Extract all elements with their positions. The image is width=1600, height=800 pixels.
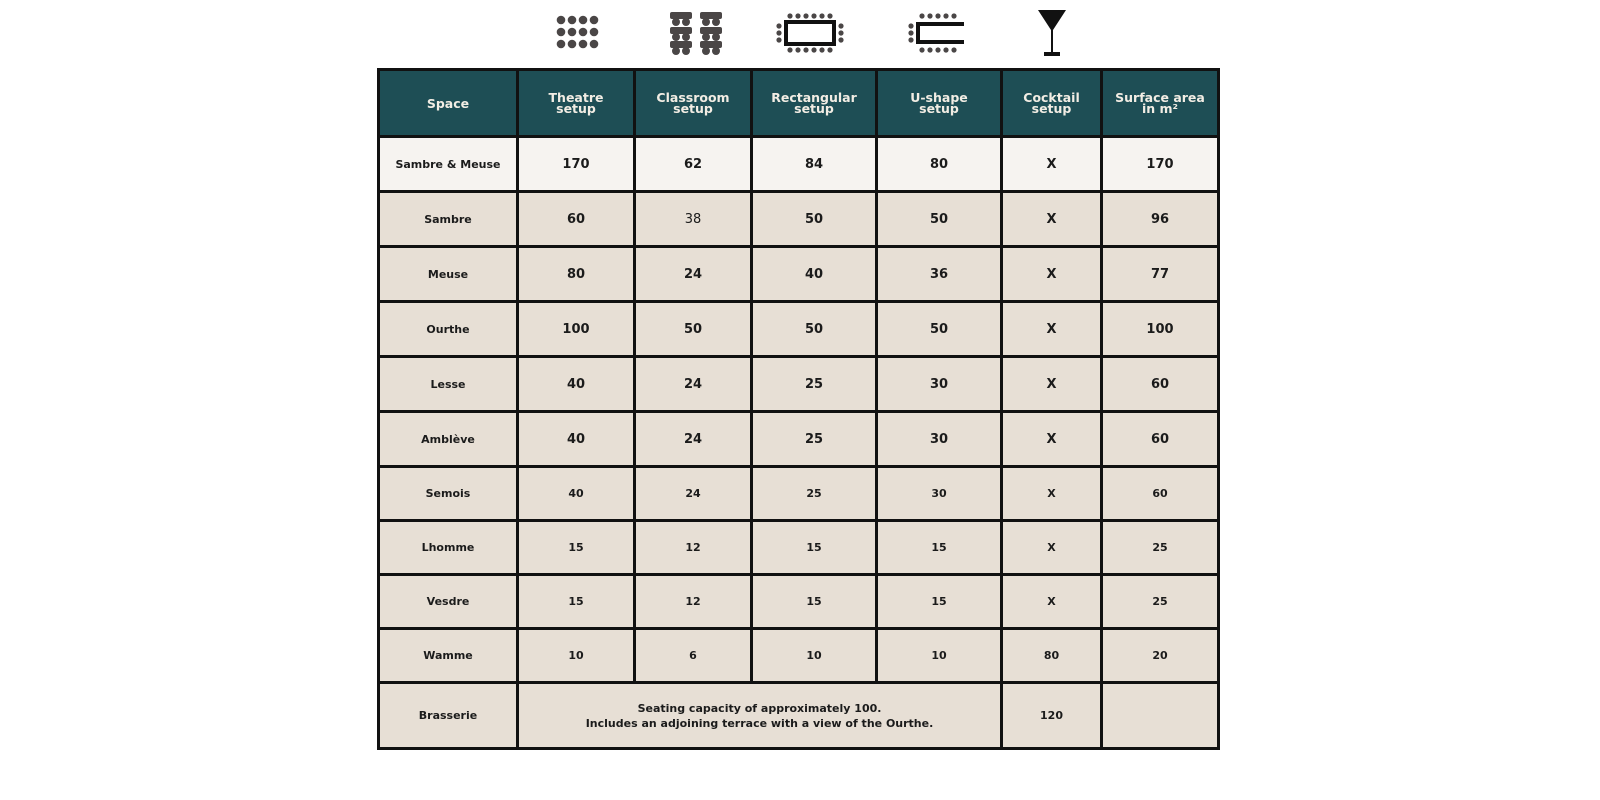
table-row xyxy=(379,302,1219,357)
theatre-value: 15 xyxy=(518,521,635,575)
cocktail-value: X xyxy=(1002,247,1102,302)
header-theatre-setup: Theatre setup xyxy=(518,70,635,137)
table-row-brasserie xyxy=(379,683,1219,749)
rectangular-value: 15 xyxy=(752,521,877,575)
u-shape-value: 50 xyxy=(877,192,1002,247)
classroom-setup-icon xyxy=(665,6,727,60)
rectangular-value: 50 xyxy=(752,192,877,247)
theatre-value: 170 xyxy=(518,137,635,192)
theatre-value: 40 xyxy=(518,357,635,412)
cocktail-value: X xyxy=(1002,521,1102,575)
theatre-value: 40 xyxy=(518,467,635,521)
u-shape-value: 36 xyxy=(877,247,1002,302)
surface-value: 60 xyxy=(1102,467,1219,521)
rectangular-value: 25 xyxy=(752,412,877,467)
header-surface-area: Surface area in m² xyxy=(1102,70,1219,137)
u-shape-value: 10 xyxy=(877,629,1002,683)
cocktail-glass-icon xyxy=(1034,6,1070,60)
table-row xyxy=(379,521,1219,575)
surface-value xyxy=(1102,683,1219,749)
cocktail-value: X xyxy=(1002,467,1102,521)
theatre-value: 60 xyxy=(518,192,635,247)
table-row xyxy=(379,575,1219,629)
u-shape-value: 30 xyxy=(877,412,1002,467)
table-row xyxy=(379,629,1219,683)
rectangular-value: 10 xyxy=(752,629,877,683)
cocktail-value: 80 xyxy=(1002,629,1102,683)
surface-value: 25 xyxy=(1102,521,1219,575)
classroom-value: 24 xyxy=(635,467,752,521)
theatre-value: 100 xyxy=(518,302,635,357)
table-row xyxy=(379,467,1219,521)
classroom-value: 24 xyxy=(635,247,752,302)
brasserie-note-line1: Seating capacity of approximately 100. xyxy=(637,701,882,715)
classroom-value: 50 xyxy=(635,302,752,357)
theatre-value: 40 xyxy=(518,412,635,467)
table-row xyxy=(379,357,1219,412)
space-name: Ourthe xyxy=(379,302,518,357)
surface-value: 96 xyxy=(1102,192,1219,247)
u-shape-setup-icon xyxy=(905,6,969,60)
space-name: Wamme xyxy=(379,629,518,683)
cocktail-value: X xyxy=(1002,302,1102,357)
surface-value: 60 xyxy=(1102,357,1219,412)
table-row xyxy=(379,137,1219,192)
theatre-value: 10 xyxy=(518,629,635,683)
classroom-value: 38 xyxy=(635,192,752,247)
rectangular-value: 25 xyxy=(752,357,877,412)
space-name: Amblève xyxy=(379,412,518,467)
space-name: Semois xyxy=(379,467,518,521)
space-name: Lesse xyxy=(379,357,518,412)
rectangular-value: 25 xyxy=(752,467,877,521)
header-cocktail-setup: Cocktail setup xyxy=(1002,70,1102,137)
classroom-value: 12 xyxy=(635,521,752,575)
cocktail-value: X xyxy=(1002,137,1102,192)
table-header-row xyxy=(379,70,1219,137)
cocktail-value: X xyxy=(1002,412,1102,467)
u-shape-value: 30 xyxy=(877,357,1002,412)
classroom-value: 6 xyxy=(635,629,752,683)
header-classroom-setup: Classroom setup xyxy=(635,70,752,137)
brasserie-note-line2: Includes an adjoining terrace with a view of the Ourthe. xyxy=(585,716,934,730)
theatre-value: 80 xyxy=(518,247,635,302)
space-name: Sambre xyxy=(379,192,518,247)
space-name: Meuse xyxy=(379,247,518,302)
surface-value: 25 xyxy=(1102,575,1219,629)
space-name: Sambre & Meuse xyxy=(379,137,518,192)
brasserie-note xyxy=(518,683,1002,749)
rectangular-value: 15 xyxy=(752,575,877,629)
surface-value: 20 xyxy=(1102,629,1219,683)
rectangular-value: 50 xyxy=(752,302,877,357)
space-name: Vesdre xyxy=(379,575,518,629)
cocktail-value: 120 xyxy=(1002,683,1102,749)
classroom-value: 12 xyxy=(635,575,752,629)
room-capacity-table xyxy=(377,68,1220,750)
space-name: Brasserie xyxy=(379,683,518,749)
surface-value: 60 xyxy=(1102,412,1219,467)
cocktail-value: X xyxy=(1002,575,1102,629)
u-shape-value: 30 xyxy=(877,467,1002,521)
theatre-value: 15 xyxy=(518,575,635,629)
classroom-value: 24 xyxy=(635,357,752,412)
rectangular-setup-icon xyxy=(773,6,847,60)
surface-value: 100 xyxy=(1102,302,1219,357)
u-shape-value: 15 xyxy=(877,521,1002,575)
surface-value: 77 xyxy=(1102,247,1219,302)
rectangular-value: 40 xyxy=(752,247,877,302)
theatre-setup-icon xyxy=(553,6,605,60)
header-rectangular-setup: Rectangular setup xyxy=(752,70,877,137)
setup-icons-row xyxy=(0,6,1600,60)
classroom-value: 62 xyxy=(635,137,752,192)
rectangular-value: 84 xyxy=(752,137,877,192)
u-shape-value: 50 xyxy=(877,302,1002,357)
header-space: Space xyxy=(379,70,518,137)
header-u-shape-setup: U-shape setup xyxy=(877,70,1002,137)
cocktail-value: X xyxy=(1002,192,1102,247)
table-row xyxy=(379,247,1219,302)
space-name: Lhomme xyxy=(379,521,518,575)
classroom-value: 24 xyxy=(635,412,752,467)
table-row xyxy=(379,412,1219,467)
u-shape-value: 80 xyxy=(877,137,1002,192)
cocktail-value: X xyxy=(1002,357,1102,412)
table-row xyxy=(379,192,1219,247)
surface-value: 170 xyxy=(1102,137,1219,192)
u-shape-value: 15 xyxy=(877,575,1002,629)
